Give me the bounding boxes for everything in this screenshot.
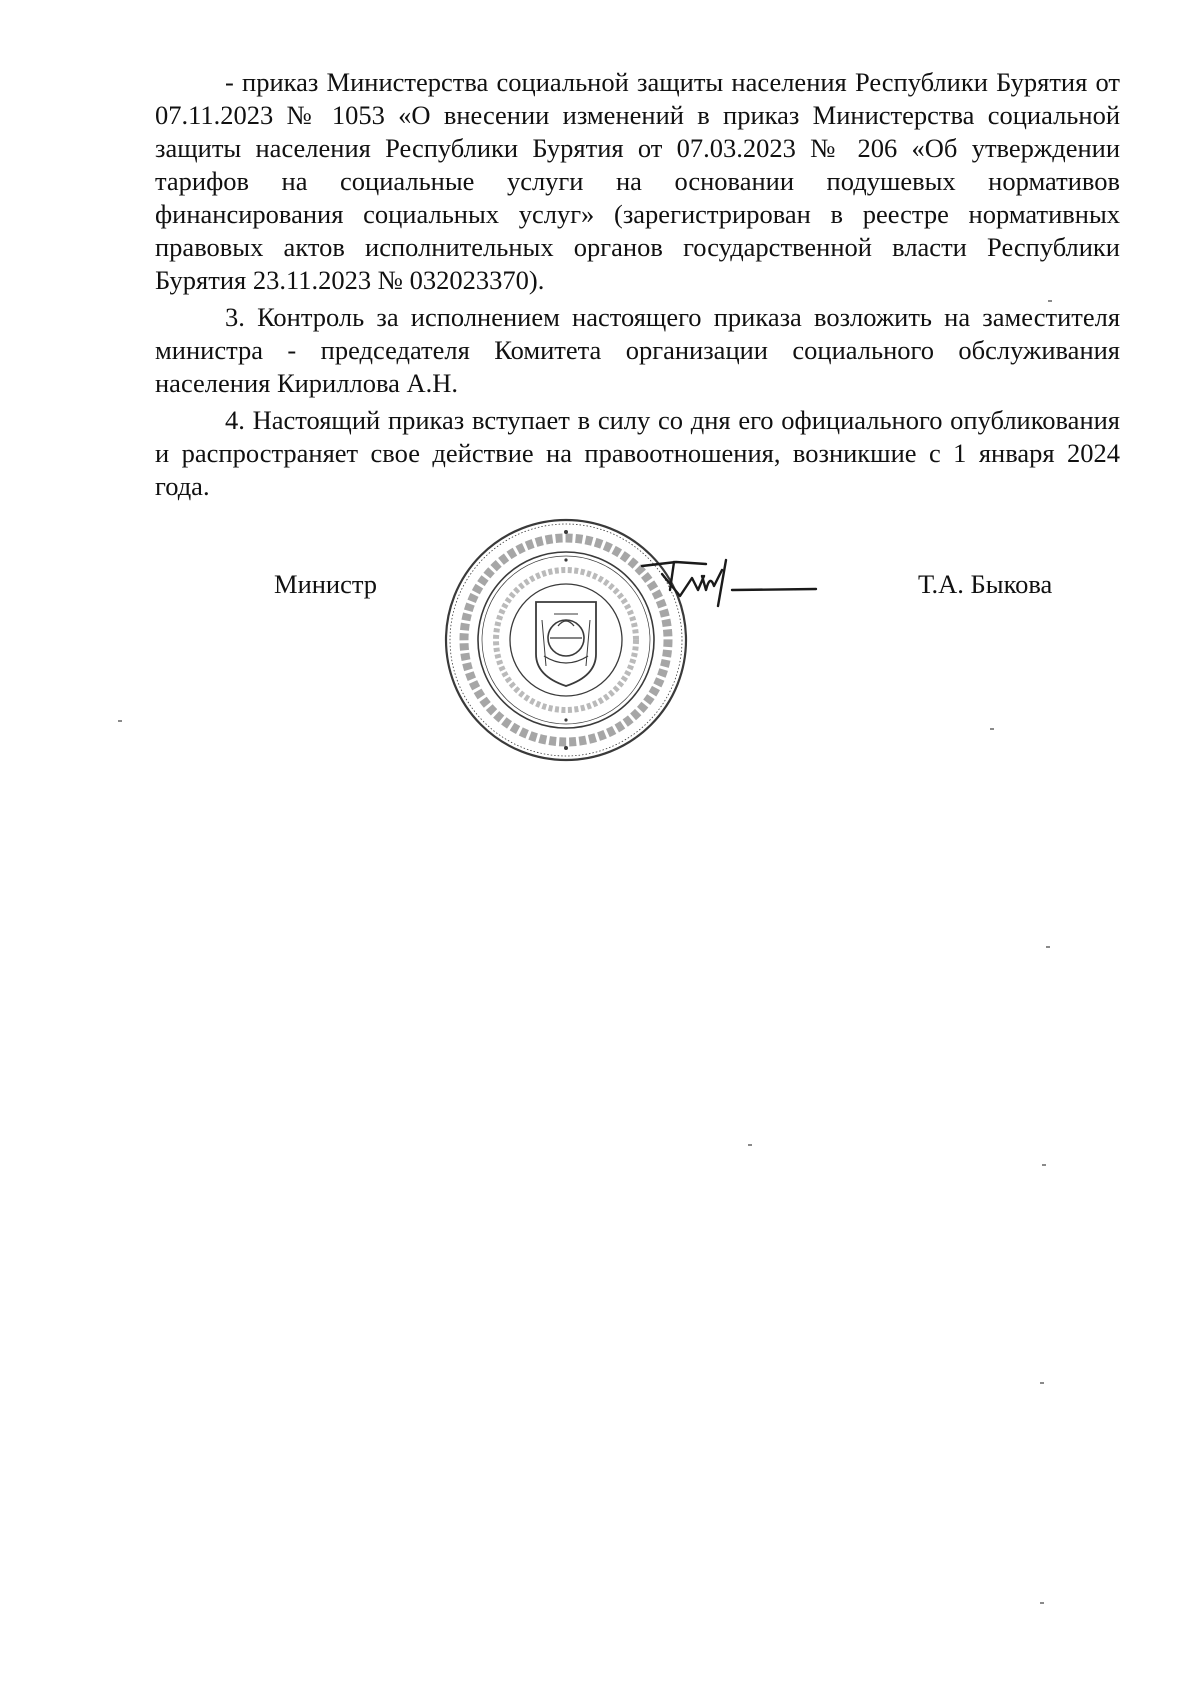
official-seal-icon <box>442 516 690 764</box>
paragraph-effective-date <box>155 404 1120 503</box>
paragraph-order-reference <box>155 66 1120 297</box>
scan-speck <box>1040 1382 1044 1384</box>
paragraph-number: 3. <box>225 302 258 332</box>
scan-speck <box>1040 1602 1044 1604</box>
scan-speck <box>1042 1164 1046 1166</box>
scan-speck <box>1046 946 1050 948</box>
paragraph-number: 4. <box>225 405 253 435</box>
scan-speck <box>990 728 994 730</box>
scan-speck <box>748 1144 752 1146</box>
paragraph-text: - приказ Министерства социальной защиты населения Республики Бурятия от 07.11.2023 № 1053 «О внесении изменений в приказ Министерства социальной защиты населения Республики Бурятия от 07.03.2023 № 206 «Об утверждении тарифов на социальные услуги на основании подушевых нормативов финансирования социальных услуг» (зарегистрирован в реестре нормативных правовых актов исполнительных органов государственной власти Республики Бурятия 23.11.2023 № 032023370). <box>155 67 1120 295</box>
scan-speck <box>118 720 122 722</box>
signatory-title: Министр <box>274 569 378 599</box>
paragraph-text: Контроль за исполнением настоящего приказа возложить на заместителя министра - председателя Комитета организации социального обслуживания населения Кириллова А.Н. <box>155 302 1121 398</box>
paragraph-text: Настоящий приказ вступает в силу со дня его официального опубликования и распространяет свое действие на правоотношения, возникшие с 1 января 2024 года. <box>155 405 1120 501</box>
signature-icon <box>640 556 818 636</box>
document-body <box>155 66 1120 503</box>
scan-speck <box>1048 300 1052 302</box>
signatory-name: Т.А. Быкова <box>918 569 1053 599</box>
paragraph-control-clause <box>155 301 1120 400</box>
